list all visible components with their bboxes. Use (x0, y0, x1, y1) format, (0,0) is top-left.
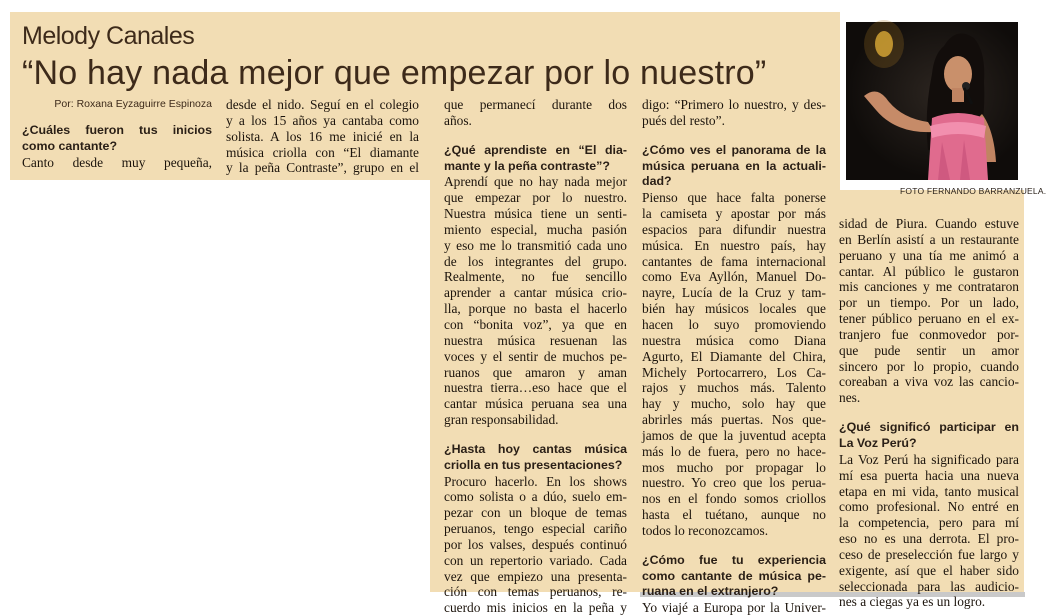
text-line: ¿Qué significó participar en (839, 420, 1019, 435)
text-line: nayre, Lucía de la Cruz y tam- (642, 285, 826, 301)
text-line: coreaban a viva voz las cancio- (839, 374, 1019, 390)
text-line: música peruana en la actuali- (642, 158, 826, 173)
text-line: como Eva Ayllón, Manuel Do- (642, 269, 826, 285)
article-column-2 (226, 97, 419, 176)
text-line: rajos y muchos más. Talento (642, 380, 826, 396)
text-line: la camiseta y apostar por más (642, 206, 826, 222)
text-line: Realmente, no fue sencillo (444, 269, 627, 285)
text-line: hasta el tuétano, aunque no (642, 507, 826, 523)
text-line: cantar música peruana sea una (444, 396, 627, 412)
text-line: como cantante? (22, 138, 118, 153)
text-line: La Voz Perú ha significado para (839, 451, 1019, 467)
text-line: y a los 15 años ya cantaba como (226, 112, 419, 128)
text-line: nes. (839, 390, 861, 406)
text-line: ruanos que amaron y aman (444, 364, 627, 380)
text-line: exigente, así que el haber sido (839, 562, 1019, 578)
text-line: como profesional. No entré en (839, 499, 1019, 515)
text-line: con “bonita voz”, ya que en (444, 316, 627, 332)
text-line: nuestra música resuenan las (444, 332, 627, 348)
text-line: ceso de preselección fue largo y (839, 546, 1019, 562)
text-line: música criolla con “El diamante (226, 144, 419, 160)
text-line: en Berlín asistí a un restaurante (839, 231, 1019, 247)
text-line: digo: “Primero lo nuestro, y des- (642, 97, 826, 112)
answer-1-end (444, 97, 627, 129)
byline (22, 97, 212, 113)
text-line: que pude sentir un amor (839, 342, 1019, 358)
text-line: pezar con un bloque de temas (444, 505, 627, 521)
text-line: nos en el fondo somos criollos (642, 491, 826, 507)
text-line: sincero por lo propio, cuando (839, 358, 1019, 374)
text-line: tener público peruano en el ex- (839, 311, 1019, 327)
text-line: ¿Hasta hoy cantas música (444, 441, 627, 456)
text-line: abrirles más puertas. Nos que- (642, 412, 826, 428)
text-line: como solista o a dúo, suelo em- (444, 489, 627, 505)
text-line: gran responsabilidad. (444, 412, 559, 428)
answer-5-start (642, 600, 826, 616)
text-line: ruana en el extranjero? (642, 584, 779, 599)
text-line: más lo de fuera, pero no hace- (642, 443, 826, 459)
text-line: jamos de que la juventud acepta (642, 427, 826, 443)
text-line: hay y mucho, solo hay que (642, 396, 826, 412)
text-line: Michely Portocarrero, Los Ca- (642, 364, 826, 380)
article-column-5 (839, 216, 1019, 610)
article-headline: “No hay nada mejor que empezar por lo nuestro” (22, 54, 767, 92)
text-line: criolla en tus presentaciones? (444, 457, 623, 472)
text-line: vez que empiezo una presenta- (444, 568, 627, 584)
text-line: y eso me lo transmitió cada uno (444, 237, 627, 253)
text-line: seleccionada para las audicio- (839, 578, 1019, 594)
text-line: ¿Cómo fue tu experiencia (642, 552, 826, 567)
text-line: que permanecí durante dos (444, 97, 627, 112)
answer-6 (839, 452, 1019, 610)
photo-credit: FOTO FERNANDO BARRANZUELA. (900, 186, 1046, 196)
question-2 (444, 143, 627, 175)
question-3 (444, 442, 627, 474)
text-line: bién hay músicos locales que (642, 301, 826, 317)
text-line: la competencia, pero para mí (839, 515, 1019, 531)
text-line: sidad de Piura. Cuando estuve (839, 216, 1019, 231)
singer-photo (846, 22, 1018, 180)
text-line: hacen lo suyo promoviendo (642, 316, 826, 332)
answer-5-continued (839, 216, 1019, 406)
answer-2 (444, 174, 627, 428)
article-column-1 (22, 97, 212, 170)
text-line: años. (444, 112, 472, 128)
text-line: ¿Cómo ves el panorama de la (642, 142, 826, 157)
text-line: Procuro hacerlo. En los shows (444, 473, 627, 489)
text-line: que empezar por lo nuestro. (444, 190, 627, 206)
text-line: peruano y una tía me animó a (839, 247, 1019, 263)
text-line: Canto desde muy pequeña, (22, 154, 212, 170)
text-line: mante y la peña contraste”? (444, 158, 610, 173)
question-6 (839, 420, 1019, 452)
singer-photo-illustration (846, 22, 1018, 180)
text-line: Pienso que hace falta ponerse (642, 190, 826, 206)
text-line: Yo viajé a Europa por la Univer- (642, 600, 826, 616)
text-line: cantar. Al público le gustaron (839, 263, 1019, 279)
text-line: con un repertorio variado. Cada (444, 552, 627, 568)
text-line: ¿Cuáles fueron tus inicios (22, 122, 212, 137)
text-line: nuestra tierra…eso hace que el (444, 380, 627, 396)
text-line: y la peña Contraste”, grupo en el (226, 160, 419, 176)
text-line: peruanos, tengo especial cariño (444, 521, 627, 537)
text-line: eso no es una derrota. El pro- (839, 531, 1019, 547)
text-line: como cantante de música pe- (642, 568, 826, 583)
text-line: cuerdo mis inicios en la peña y (444, 600, 627, 616)
text-line: aprender a cantar música crio- (444, 285, 627, 301)
text-line: tranjero fue conmovedor por- (839, 326, 1019, 342)
text-line: pués del resto”. (642, 112, 725, 128)
text-line: solista. A los 16 me inicié en la (226, 128, 419, 144)
text-line: dad? (642, 174, 672, 189)
text-line: desde el nido. Seguí en el colegio (226, 97, 419, 112)
text-line: ¿Qué aprendiste en “El dia- (444, 142, 627, 157)
text-line: mos mucho por propagar lo (642, 459, 826, 475)
text-line: por un tiempo. Por un lado, (839, 295, 1019, 311)
article-column-4 (642, 97, 826, 616)
answer-3 (444, 474, 627, 616)
answer-1-continued (226, 97, 419, 176)
text-line: Agurto, El Diamante del Chira, (642, 348, 826, 364)
text-line: mis canciones y me contrataron (839, 279, 1019, 295)
text-line: lla, porque no basta el hacerlo (444, 301, 627, 317)
text-line: por los valses, después continuó (444, 536, 627, 552)
text-line: Nuestra música tiene un senti- (444, 206, 627, 222)
answer-3-end (642, 97, 826, 129)
article-kicker: Melody Canales (22, 22, 195, 50)
text-line: ción con temas peruanos, re- (444, 584, 627, 600)
text-line: nuestra música como Diana (642, 332, 826, 348)
text-line: cantantes de fama internacional (642, 253, 826, 269)
question-4 (642, 143, 826, 191)
answer-4 (642, 190, 826, 539)
text-line: etapa en mi vida, tanto musical (839, 483, 1019, 499)
text-line: de los integrantes del grupo. (444, 253, 627, 269)
text-line: todos lo reconozcamos. (642, 522, 769, 538)
text-line: Aprendí que no hay nada mejor (444, 174, 627, 190)
text-line: La Voz Perú? (839, 435, 917, 450)
question-1 (22, 123, 212, 155)
text-line: nes a ciegas ya es un logro. (839, 594, 986, 610)
byline-text: Por: Roxana Eyzaguirre Espinoza (54, 98, 212, 110)
text-line: mí esa puerta hacia una nueva (839, 467, 1019, 483)
text-line: nuestro. Yo creo que los perua- (642, 475, 826, 491)
question-5 (642, 553, 826, 601)
text-line: espacios para difundir nuestra (642, 221, 826, 237)
answer-1-start (22, 155, 212, 171)
text-line: voces y el sentir de muchos pe- (444, 348, 627, 364)
text-line: miento especial, mucha pasión (444, 221, 627, 237)
text-line: música. En nuestro país, hay (642, 237, 826, 253)
article-column-3 (444, 97, 627, 616)
